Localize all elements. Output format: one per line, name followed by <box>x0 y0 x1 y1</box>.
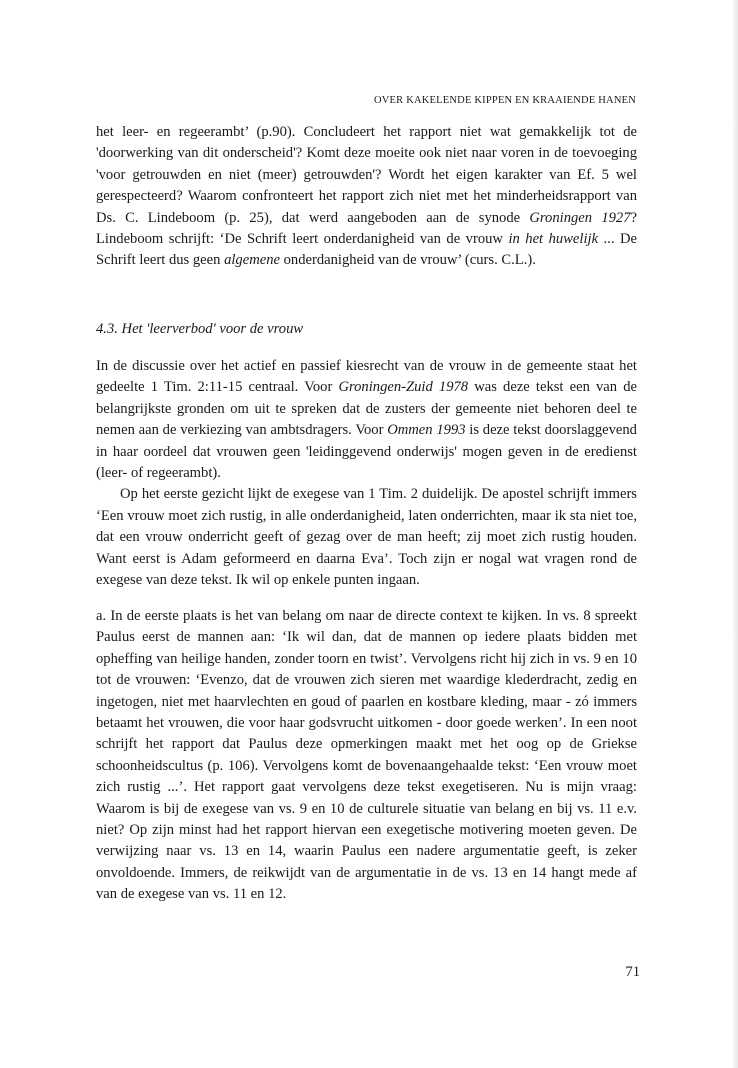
page-edge-shadow <box>732 0 738 1068</box>
text-run: Op het eerste gezicht lijkt de exegese van 1 Tim. 2 duidelijk. De apostel schrijft immers ‘Een vrouw moet zich rustig, in alle onderdanigheid, laten onderrichten, maar ik sta niet toe, dat een vrouw onderricht geeft of gezag over de man heeft; zij moet zich rustig houden. Want eerst is Adam geformeerd en daarna Eva’. Toch zijn er nogal wat vragen rond de exegese van deze tekst. Ik wil op enkele punten ingaan. <box>96 486 637 589</box>
paragraph <box>96 356 637 484</box>
text-run: onderdanigheid van de vrouw’ (curs. C.L.). <box>279 252 536 269</box>
italic-text: Groningen 1927 <box>529 209 631 226</box>
body-text-top <box>96 122 637 272</box>
text-run: In de discussie over het actief en passief kiesrecht van de vrouw in de gemeente staat het gedeelte 1 Tim. 2:11-15 centraal. Voor <box>96 358 637 396</box>
text-run: was deze tekst een van de belangrijkste gronden om uit te spreken dat de zusters der gemeente niet behoren deel te nemen aan de verkiezing van ambtsdragers. Voor <box>96 379 637 439</box>
section-heading: 4.3. Het 'leerverbod' voor de vrouw <box>96 321 304 337</box>
text-run: is deze tekst doorslaggevend in haar oordeel dat vrouwen geen 'leidinggevend onderwijs' mogen geven in de eredienst (leer- of regeerambt). <box>96 422 637 482</box>
running-head: OVER KAKELENDE KIPPEN EN KRAAIENDE HANEN <box>373 95 636 106</box>
text-run: ? Lindeboom schrijft: ‘De Schrift leert onderdanigheid van de vrouw <box>96 209 638 248</box>
text-run: a. In de eerste plaats is het van belang om naar de directe context te kijken. In vs. 8 spreekt Paulus eerst de mannen aan: ‘Ik wil dan, dat de mannen op iedere plaats bidden met opheffing van heilige handen, zonder toorn en twist’. Vervolgens richt hij zich in vs. 9 en 10 tot de vrouwen: ‘Evenzo, dat de vrouwen zich sieren met waardige klederdracht, zedig en ingetogen, niet met haarvlechten en goud of paarlen en kostbare kleding, maar - zó immers betaamt het vrouwen, die voor haar godsvrucht uitkomen - door goede werken’. In een noot schrijft het rapport dat Paulus deze opmerkingen maakt met het oog op de Griekse schoonheidscultus (p. 106). Vervolgens komt de bovenaangehaalde tekst: ‘Een vrouw moet zich rustig ...’. Het rapport gaat vervolgens deze tekst exegetiseren. Nu is mijn vraag: Waarom is bij de exegese van vs. 9 en 10 de culturele situatie van belang en bij vs. 11 e.v. niet? Op zijn minst had het rapport hiervan een exegetische motivering moeten geven. De verwijzing naar vs. 13 en 14, waarin Paulus een nadere argumentatie geeft, is zeker onvoldoende. Immers, de reikwijdt van de argumentatie in de vs. 13 en 14 hangt mede af van de exegese van vs. 11 en 12. <box>96 608 637 903</box>
body-text-section <box>96 356 637 591</box>
page-number: 71 <box>625 964 640 980</box>
italic-text: Ommen 1993 <box>387 422 466 439</box>
italic-text: Groningen-Zuid 1978 <box>338 379 469 396</box>
body-text-point-a <box>96 606 637 906</box>
paragraph <box>96 122 637 272</box>
text-run: het leer- en regeerambt’ (p.90). Concludeert het rapport niet wat gemakkelijk tot de 'doorwerking van dit onderscheid'? Komt deze moeite ook niet naar voren in de toevoeging 'voor getrouwden en niet (meer) getrouwden'? Wordt het eigen karakter van Ef. 5 wel gerespecteerd? Waarom confronteert het rapport zich niet met het minderheidsrapport van Ds. C. Lindeboom (p. 25), dat werd aangeboden aan de synode <box>96 124 637 226</box>
paragraph <box>96 484 637 591</box>
paragraph <box>96 606 637 906</box>
italic-text: algemene <box>224 252 280 269</box>
italic-text: in het huwelijk <box>508 231 599 248</box>
text-run: ... De Schrift leert dus geen <box>96 231 637 269</box>
